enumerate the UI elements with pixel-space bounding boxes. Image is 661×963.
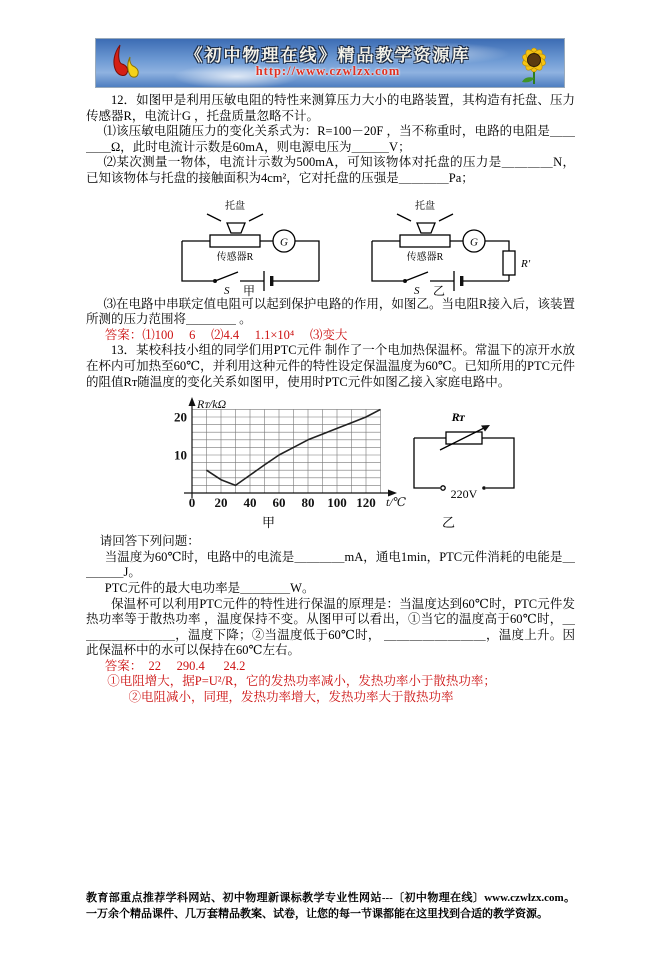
figure-jia-label: 甲	[262, 515, 276, 531]
circuit-jia-diagram	[164, 193, 342, 297]
q12-figures	[86, 193, 575, 297]
site-title: 《初中物理在线》精品教学资源库	[185, 45, 471, 65]
graph-xtick: 0	[188, 495, 196, 511]
switch-label: S	[224, 284, 230, 297]
q13-answer-2: ②电阻减小，同理，发热功率增大，发热功率大于散热功率	[128, 690, 454, 705]
graph-xlabel: t/℃	[386, 495, 407, 510]
sensor-resistor	[210, 235, 260, 247]
site-url[interactable]: http://www.czwlzx.com	[255, 64, 401, 79]
figure-yi-label: 乙	[442, 515, 456, 531]
q13-intro: 13．某校科技小组的同学们用PTC元件 制作了一个电加热保温杯。常温下的凉开水放在杯内可加热至60℃，并利用这种元件的特性设定保温温度为60℃。已知所用的PTC元件的阻值Rᴛ随温度的变化关系如图甲，使用时PTC元件如图乙接入家庭电路中。	[86, 343, 575, 389]
site-logo-icon	[106, 43, 144, 83]
ptc-circuit-diagram	[402, 408, 527, 505]
q13-prompt: 请回答下列问题：	[99, 534, 200, 549]
galvanometer-label: G	[470, 236, 478, 249]
q12-part2: ⑵某次测量一物体，电流计示数为500mA，可知该物体对托盘的压力是＿＿＿＿N，已知该物体与托盘的接触面积为4cm²，它对托盘的压强是＿＿＿＿Pa；	[86, 155, 575, 185]
ptc-resistor-label: Rᴛ	[451, 410, 465, 425]
circuit-yi-diagram	[354, 193, 542, 297]
q13-question-b: PTC元件的最大电功率是＿＿＿＿W。	[104, 580, 315, 595]
protective-resistor	[503, 251, 515, 275]
q12-answer: 答案：⑴100 6 ⑵4.4 1.1×10⁴ ⑶变大	[104, 327, 348, 342]
header-banner	[95, 38, 565, 88]
q13-answer-1: ①电阻增大，据P=U²/R，它的发热功率减小，发热功率小于散热功率；	[107, 674, 496, 689]
ptc-resistance-graph	[164, 394, 422, 512]
protective-resistor-label: R′	[521, 257, 531, 270]
graph-xtick: 80	[301, 495, 315, 511]
figure-yi-label: 乙	[432, 283, 446, 297]
terminal-right	[482, 486, 486, 490]
graph-xtick: 20	[214, 495, 228, 511]
graph-ylabel: Rᴛ/kΩ	[197, 397, 227, 412]
q13-figures	[86, 394, 575, 534]
figure-jia-label: 甲	[242, 283, 256, 297]
graph-xtick: 100	[327, 495, 347, 511]
sensor-resistor	[400, 235, 450, 247]
banner-text	[144, 47, 512, 79]
switch-label: S	[414, 284, 420, 297]
document-content	[86, 93, 575, 706]
battery	[460, 276, 463, 286]
q13-question-c: 保温杯可以利用PTC元件的特性进行保温的原理是：当温度达到60℃时，PTC元件发热功率等于散热功率 ，温度保持不变。从图甲可以看出，①当它的温度高于60℃时，＿＿＿＿＿＿＿＿，温度下降；②当温度低于60℃时， ＿＿＿＿＿＿＿＿，温度上升。因此保温杯中的水可以保持在60℃左右。	[86, 596, 575, 658]
galvanometer-label: G	[280, 236, 288, 249]
battery	[270, 276, 273, 286]
q12-intro: 12．如图甲是利用压敏电阻的特性来测算压力大小的电路装置，其构造有托盘、压力传感器R，电流计G ，托盘质量忽略不计。	[86, 93, 575, 123]
supply-voltage-label: 220V	[450, 487, 478, 502]
q12-part3: ⑶在电路中串联定值电阻可以起到保护电路的作用，如图乙。当电阻R接入后，该装置所测的压力范围将＿＿＿＿ 。	[86, 296, 575, 327]
terminal-left	[441, 486, 445, 490]
footer-promo-text: 教育部重点推荐学科网站、初中物理新课标教学专业性网站---〔初中物理在线〕www.czwlzx.com。 一万余个精品课件、几万套精品教案、试卷，让您的每一节课都能在这里找到合适的教学资源。	[86, 892, 575, 920]
q12-part1: ⑴该压敏电阻随压力的变化关系式为：R=100－20F ，当不称重时，电路的电阻是＿＿＿＿Ω，此时电流计示数是60mA，则电源电压为＿＿＿V；	[86, 124, 575, 154]
sensor-label: 传感器R	[406, 251, 444, 263]
graph-ytick: 20	[174, 409, 187, 425]
tray-label: 托盘	[415, 200, 435, 212]
sunflower-icon	[512, 40, 556, 86]
sensor-label: 传感器R	[216, 251, 254, 263]
graph-xtick: 60	[272, 495, 286, 511]
q13-answer-main: 答案： 22 290.4 24.2	[104, 658, 246, 673]
tray-label: 托盘	[225, 200, 245, 212]
graph-xtick: 40	[243, 495, 257, 511]
graph-ytick: 10	[174, 447, 187, 463]
q13-question-a: 当温度为60℃时，电路中的电流是＿＿＿＿mA，通电1min，PTC元件消耗的电能是＿＿＿＿J。	[86, 549, 575, 580]
graph-xtick: 120	[356, 495, 376, 511]
